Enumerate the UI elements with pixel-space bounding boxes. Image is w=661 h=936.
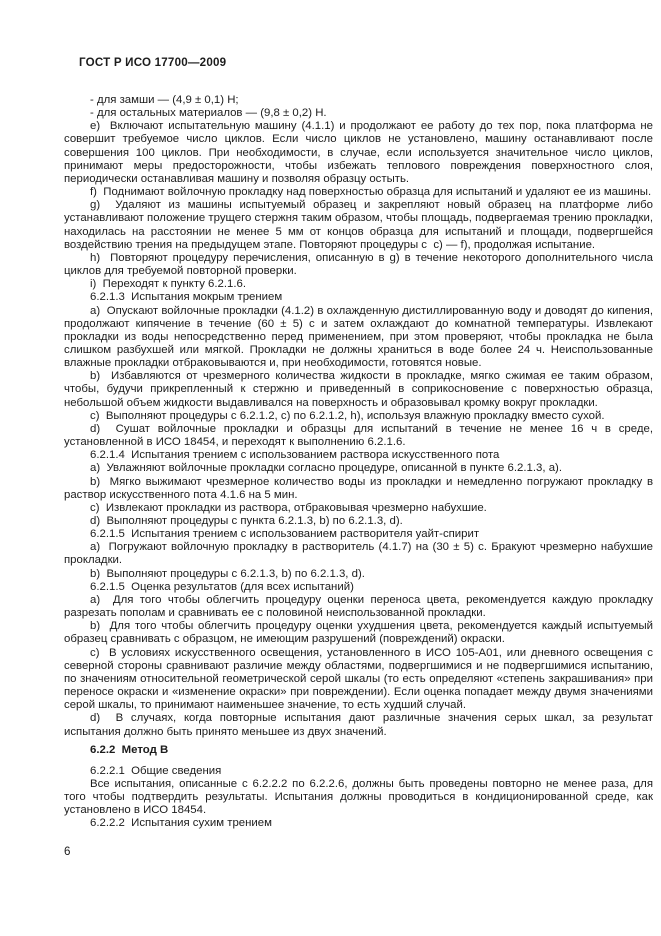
document-body [64,94,653,831]
paragraph-d: d) Сушат войлочные прокладки и образцы для испытаний в течение не менее 16 ч в среде, установленной в ИСО 18454, и переходят к выполнению 6.2.1.6. [64,422,653,449]
paragraph-b: b) Выполняют процедуры с 6.2.1.3, b) по 6.2.1.3, d). [90,567,365,580]
list-item-dash: - для остальных материалов — (9,8 ± 0,2) Н. [90,107,327,120]
paragraph-i: i) Переходят к пункту 6.2.1.6. [90,278,247,291]
paragraph-a: a) Для того чтобы облегчить процедуру оценки переноса цвета, рекомендуется каждую прокладку разрезать пополам и сравнивать ее с половиной неиспользованной прокладки. [64,593,653,620]
paragraph-b: b) Мягко выжимают чрезмерное количество воды из прокладки и немедленно погружают прокладку в раствор искусственного пота 4.1.6 на 5 мин. [64,475,653,501]
paragraph-a: a) Опускают войлочные прокладки (4.1.2) в охлажденную дистиллированную воду и доводят до кипения, продолжают кипячение в течение (60 ± 5) с и затем охлаждают до комнатной температуры. Извлекают прокладки из воды непосредственно перед применением, при этом проверяют, чтобы прокладка не была слишком разбухшей или мягкой. Прокладки не должны храниться в воде более 24 ч. Неиспользованные влажные прокладки отбраковываются и, при необходимости, готовятся новые. [64,304,653,370]
page-number: 6 [64,845,71,858]
paragraph-d: d) Выполняют процедуры с пункта 6.2.1.3, b) по 6.2.1.3, d). [90,515,403,527]
section-heading-622-method-b: 6.2.2 Метод В [90,743,169,756]
paragraph-a: a) Увлажняют войлочные прокладки согласно процедуре, описанной в пункте 6.2.1.3, a). [90,462,562,475]
section-heading-6213: 6.2.1.3 Испытания мокрым трением [90,291,283,304]
section-heading-6221: 6.2.2.1 Общие сведения [90,764,222,777]
paragraph-g: g) Удаляют из машины испытуемый образец и закрепляют новый образец на платформе либо устанавливают положение трущего стержня таким образом, чтобы площадь, подвергаемая трению прокладки, находилась на расстоянии не менее 5 мм от концов образца для испытаний и площади, подвергшейся воздействию трения на предыдущем этапе. Повторяют процедуры с c) — f), продолжая испытание. [64,199,653,251]
paragraph-b: b) Избавляются от чрезмерного количества жидкости в прокладке, мягко сжимая ее таким образом, чтобы, будучи прикрепленный к стержню и приведенный в соприкосновение с поверхностью образца, небольшой объем жидкости выдавливался на поверхность и образовывал кромку вокруг прокладки. [64,370,653,409]
paragraph-c: c) В условиях искусственного освещения, установленного в ИСО 105-А01, или дневного освещения с северной стороны сравнивают различие между областями, подвергшимися и не подвергшимися испытанию, по значениям относительной геометрической серой шкалы (то есть определяют «степень закрашивания» при переносе окраски и «изменение окраски» при повреждении). Если оценка попадает между двумя значениями серой шкалы, то принимают наименьшее значение, то есть худший случай. [64,646,653,712]
paragraph-a: a) Погружают войлочную прокладку в растворитель (4.1.7) на (30 ± 5) с. Бракуют чрезмерно набухшие прокладки. [64,541,653,567]
paragraph-d: d) В случаях, когда повторные испытания дают различные значения серых шкал, за результат испытания должно быть принято меньшее из двух значений. [64,712,653,738]
paragraph-b: b) Для того чтобы облегчить процедуру оценки ухудшения цвета, рекомендуется каждый испытуемый образец сравнивать с образцом, не имеющим разрушений (повреждений) окраски. [64,620,653,646]
paragraph-f: f) Поднимают войлочную прокладку над поверхностью образца для испытаний и удаляют ее из машины. [90,186,652,199]
paragraph-h: h) Повторяют процедуру перечисления, описанную в g) в течение некоторого дополнительного числа циклов для требуемой повторной проверки. [64,251,653,278]
page-header: ГОСТ Р ИСО 17700—2009 [79,56,227,69]
section-heading-6215-results: 6.2.1.5 Оценка результатов (для всех испытаний) [90,580,354,593]
list-item-dash: - для замши — (4,9 ± 0,1) Н; [90,94,239,106]
section-heading-6215: 6.2.1.5 Испытания трением с использованием растворителя уайт-спирит [90,528,480,541]
paragraph-general: Все испытания, описанные с 6.2.2.2 по 6.2.2.6, должны быть проведены повторно не менее раза, для того чтобы подтвердить результаты. Испытания должны проводиться в кондиционированной среде, как установлено в ИСО 18454. [64,777,653,817]
paragraph-c: c) Выполняют процедуры с 6.2.1.2, c) по 6.2.1.2, h), используя влажную прокладку вместо сухой. [90,409,605,422]
section-heading-6214: 6.2.1.4 Испытания трением с использованием раствора искусственного пота [90,449,500,462]
paragraph-e: e) Включают испытательную машину (4.1.1) и продолжают ее работу до тех пор, пока платформа не совершит требуемое число циклов. Если число циклов не установлено, машину останавливают после совершения 100 циклов. При необходимости, в случае, если используется значительное число циклов, принимают меры предосторожности, чтобы избежать теплового повреждения поверхностного слоя, периодически останавливая машину и позволяя образцу остыть. [64,120,653,185]
section-heading-6222: 6.2.2.2 Испытания сухим трением [90,817,272,830]
paragraph-c: c) Извлекают прокладки из раствора, отбраковывая чрезмерно набухшие. [90,501,487,514]
